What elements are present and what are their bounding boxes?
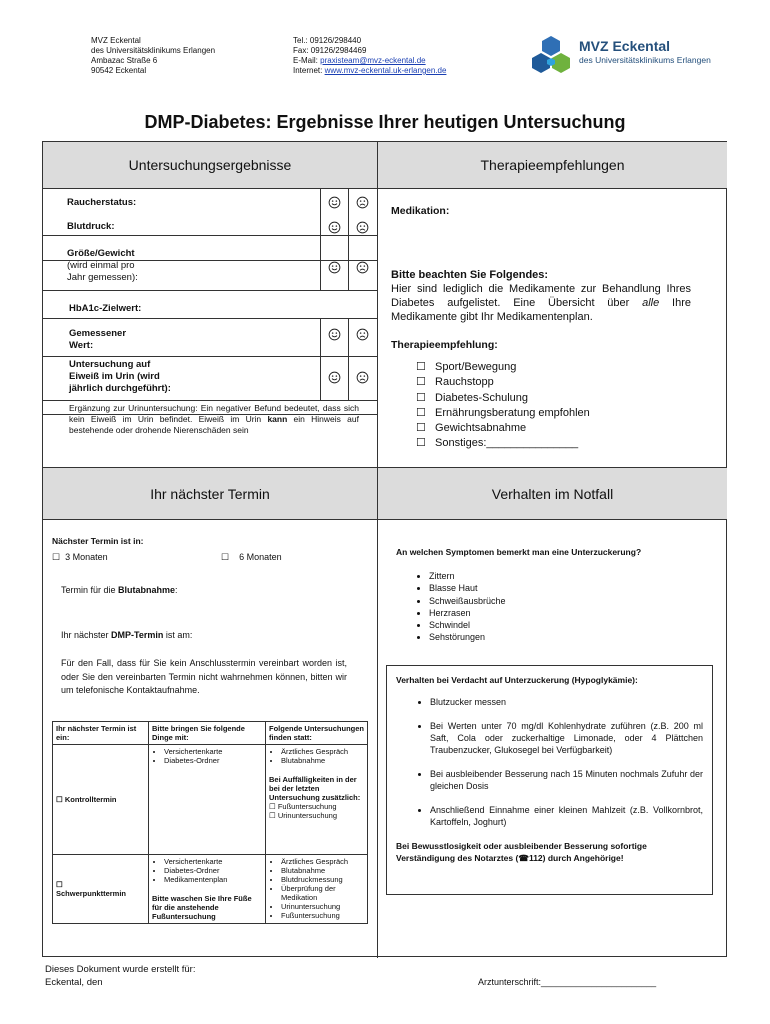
appointment-table bbox=[52, 721, 368, 924]
smiley-happy-icon[interactable] bbox=[328, 221, 341, 234]
option-label: Diabetes-Schulung bbox=[435, 391, 528, 404]
row-line bbox=[43, 356, 377, 357]
list-item: • Urinuntersuchung bbox=[281, 902, 364, 911]
signature-line: Arztunterschrift:_______________________ bbox=[478, 977, 657, 987]
checkbox-icon[interactable]: ☐ bbox=[52, 552, 61, 562]
wash-note: Bitte waschen Sie Ihre Füße für die anstehende Fußuntersuchung bbox=[152, 894, 252, 921]
text-part: Termin für die bbox=[61, 585, 119, 595]
place-date: Eckental, den bbox=[45, 977, 103, 988]
table-header: Ihr nächster Termin ist ein: bbox=[53, 722, 149, 745]
smiley-happy-icon[interactable] bbox=[328, 196, 341, 209]
steps-list bbox=[396, 696, 703, 828]
option-weight[interactable] bbox=[416, 421, 590, 436]
internet-line bbox=[293, 66, 446, 76]
list-item: • Versichertenkarte bbox=[164, 857, 262, 866]
medication-label: Medikation: bbox=[391, 205, 450, 217]
text-part: ) durch Angehörige! bbox=[542, 853, 624, 863]
option-nutrition[interactable] bbox=[416, 406, 590, 421]
checkbox-icon[interactable]: ☐ bbox=[56, 880, 63, 889]
tel: Tel.: 09126/298440 bbox=[293, 36, 362, 45]
size-sub: (wird einmal pro bbox=[67, 260, 135, 271]
smiley-happy-icon[interactable] bbox=[328, 371, 341, 384]
option-other[interactable] bbox=[416, 436, 590, 451]
text-part: Ihr nächster bbox=[61, 630, 112, 640]
urine-label bbox=[69, 359, 171, 395]
list-item: • Diabetes-Ordner bbox=[164, 866, 262, 875]
checkbox-icon[interactable]: ☐ bbox=[416, 422, 426, 435]
list-item: • Überprüfung der Medikation bbox=[281, 884, 364, 902]
list-item: • Bei ausbleibender Besserung nach 15 Minuten nochmals Zufuhr der gleichen Dosis bbox=[430, 768, 703, 792]
phone-number: 112 bbox=[528, 853, 543, 863]
fax: Fax: 09126/2984469 bbox=[293, 46, 367, 55]
emergency-call bbox=[396, 840, 703, 864]
list-item: • Versichertenkarte bbox=[164, 747, 262, 756]
option-smoking[interactable] bbox=[416, 375, 590, 390]
list-item: • Blutabnahme bbox=[281, 866, 364, 875]
checkbox-icon[interactable]: ☐ bbox=[416, 391, 426, 404]
size-title: Größe/Gewicht bbox=[67, 248, 135, 259]
option-label: Sonstiges:_______________ bbox=[435, 437, 579, 450]
note-text: ein Hinweis auf bestehende oder drohende Nierenschäden sein bbox=[69, 414, 359, 435]
size-label bbox=[67, 248, 138, 284]
therapy-options bbox=[416, 360, 590, 452]
extra-title: Bei Auffälligkeiten in der bei der letzten Untersuchung zusätzlich: bbox=[269, 775, 361, 802]
logo-subtitle: des Universitätsklinikums Erlangen bbox=[579, 55, 711, 65]
box-title: Verhalten bei Verdacht auf Unterzuckerung (Hypoglykämie): bbox=[396, 675, 638, 685]
extra-label: Fußuntersuchung bbox=[277, 802, 337, 811]
extra-item[interactable]: ☐ Fußuntersuchung bbox=[269, 802, 337, 811]
attention-box bbox=[391, 268, 691, 324]
list-item: • Blutabnahme bbox=[281, 756, 364, 765]
checkbox-icon[interactable]: ☐ bbox=[416, 361, 426, 373]
row-line bbox=[43, 318, 377, 319]
text-part: : bbox=[175, 585, 178, 595]
list-item: • Ärztliches Gespräch bbox=[281, 747, 364, 756]
table-header: Bitte bringen Sie folgende Dinge mit: bbox=[149, 722, 266, 745]
section-therapy-header: Therapieempfehlungen bbox=[378, 142, 727, 189]
mvz-logo bbox=[527, 36, 742, 78]
section-emergency-header: Verhalten im Notfall bbox=[378, 467, 727, 520]
list-item: • Fußuntersuchung bbox=[281, 911, 364, 920]
option-label: Gewichtsabnahme bbox=[435, 422, 527, 435]
dmp-appointment bbox=[61, 629, 192, 641]
smiley-sad-icon[interactable] bbox=[356, 221, 369, 234]
checkbox-icon[interactable]: ☐ bbox=[416, 376, 426, 389]
phone-icon: ☎ bbox=[518, 853, 529, 863]
note-text: Ergänzung zur Urinuntersuchung: Ein negativer Befund bedeutet, dass sich kein Eiweiß im Urin befindet. Eiweiß im Urin bbox=[69, 403, 359, 424]
urine-line: Eiweiß im Urin (wird bbox=[69, 371, 160, 382]
list-item: • Ärztliches Gespräch bbox=[281, 857, 364, 866]
checkbox-icon[interactable]: ☐ bbox=[56, 795, 63, 804]
smoker-label: Raucherstatus: bbox=[67, 197, 137, 208]
row-line bbox=[43, 290, 377, 291]
internet-link[interactable]: www.mvz-eckental.uk-erlangen.de bbox=[324, 66, 447, 75]
section-next-header: Ihr nächster Termin bbox=[43, 467, 377, 520]
next-option-3[interactable] bbox=[52, 551, 108, 563]
exam-cell bbox=[266, 855, 368, 924]
option-label: 3 Monaten bbox=[65, 552, 108, 562]
header-address bbox=[91, 36, 215, 76]
page-title: DMP-Diabetes: Ergebnisse Ihrer heutigen Untersuchung bbox=[144, 112, 626, 132]
urine-line: jährlich durchgeführt): bbox=[69, 383, 171, 394]
list-item: • Schwindel bbox=[429, 619, 506, 631]
list-item: • Anschließend Einnahme einer kleinen Mahlzeit (z.B. Vollkornbrot, Kartoffeln, Joghurt) bbox=[430, 804, 703, 828]
list-item: • Medikamentenplan bbox=[164, 875, 262, 884]
row-label: Schwerpunkttermin bbox=[56, 889, 127, 898]
checkbox-icon[interactable]: ☐ bbox=[221, 552, 230, 562]
list-item: • Diabetes-Ordner bbox=[164, 756, 262, 765]
internet-label: Internet: bbox=[293, 66, 325, 75]
bring-cell bbox=[149, 745, 266, 855]
option-label: 6 Monaten bbox=[239, 552, 282, 562]
text-part: Bei Bewusstlosigkeit oder ausbleibender Besserung sofortige Verständigung des Notarztes ( bbox=[396, 841, 647, 863]
address-line: des Universitätsklinikums Erlangen bbox=[91, 46, 216, 55]
email-label: E-Mail: bbox=[293, 56, 321, 65]
attention-italic: alle bbox=[642, 297, 660, 309]
extra-label: Urinuntersuchung bbox=[277, 811, 338, 820]
table-row bbox=[53, 855, 368, 924]
text-bold: Blutabnahme bbox=[118, 585, 176, 595]
logo-name: MVZ Eckental bbox=[579, 38, 671, 54]
attention-part: Ihre Medikamente gibt Ihr Medikamentenplan. bbox=[391, 297, 692, 323]
option-label: Rauchstopp bbox=[435, 376, 494, 389]
next-option-6[interactable] bbox=[221, 551, 282, 563]
table-row bbox=[53, 745, 368, 855]
size-sub: Jahr gemessen): bbox=[67, 272, 138, 283]
section-results-header: Untersuchungsergebnisse bbox=[43, 142, 377, 189]
next-heading: Nächster Termin ist in: bbox=[52, 536, 144, 546]
address-line: Ambazac Straße 6 bbox=[91, 56, 158, 65]
face-col-line bbox=[320, 189, 321, 290]
header-contact bbox=[293, 36, 446, 76]
email-line bbox=[293, 56, 446, 66]
row-label-control[interactable] bbox=[53, 745, 149, 855]
urine-line: Untersuchung auf bbox=[69, 359, 151, 370]
option-sport[interactable] bbox=[416, 360, 590, 375]
hba1c-label: HbA1c-Zielwert: bbox=[69, 303, 142, 314]
row-line bbox=[43, 235, 377, 236]
hypoglycemia-box bbox=[386, 665, 713, 895]
option-label: Sport/Bewegung bbox=[435, 361, 517, 373]
address-line: 90542 Eckental bbox=[91, 66, 147, 75]
note-bold: kann bbox=[267, 414, 288, 424]
text-bold: DMP-Termin bbox=[111, 630, 164, 640]
row-label-focus[interactable] bbox=[53, 855, 149, 924]
extra-item[interactable]: ☐ Urinuntersuchung bbox=[269, 811, 338, 820]
symptom-question: An welchen Symptomen bemerkt man eine Unterzuckerung? bbox=[396, 547, 642, 557]
list-item: • Blutdruckmessung bbox=[281, 875, 364, 884]
main-frame bbox=[42, 141, 727, 957]
email-link[interactable]: praxisteam@mvz-eckental.de bbox=[320, 56, 426, 65]
option-label: Ernährungsberatung empfohlen bbox=[435, 406, 590, 419]
blood-appointment bbox=[61, 584, 178, 596]
table-header: Folgende Untersuchungen finden statt: bbox=[266, 722, 368, 745]
checkbox-icon[interactable]: ☐ bbox=[416, 406, 426, 419]
attention-part: Hier sind lediglich die Medikamente zur Behandlung Ihres Diabetes aufgelistet. Eine Übersicht über bbox=[391, 283, 691, 309]
logo-hexagons-icon bbox=[527, 36, 575, 78]
bring-cell bbox=[149, 855, 266, 924]
list-item: • Herzrasen bbox=[429, 607, 506, 619]
created-for: Dieses Dokument wurde erstellt für: bbox=[45, 964, 196, 975]
row-line bbox=[43, 400, 377, 401]
measured-line: Gemessener bbox=[69, 328, 127, 339]
footer-created bbox=[45, 963, 195, 989]
measured-line: Wert: bbox=[69, 340, 94, 351]
text-part: ist am: bbox=[163, 630, 193, 640]
list-item: • Zittern bbox=[429, 570, 506, 582]
center-divider bbox=[377, 142, 378, 958]
symptom-list bbox=[429, 570, 506, 644]
option-training[interactable] bbox=[416, 391, 590, 406]
exam-cell bbox=[266, 745, 368, 855]
urine-note bbox=[69, 403, 359, 436]
list-item: • Schweißausbrüche bbox=[429, 595, 506, 607]
list-item: • Bei Werten unter 70 mg/dl Kohlenhydrate zuführen (z.B. 200 ml Saft, Cola oder zuckerhaltige Limonade, oder 4 Plättchen Traubenzucker, Glukosegel bei Verfügbarkeit) bbox=[430, 720, 703, 756]
table-row bbox=[53, 722, 368, 745]
face-col-line bbox=[320, 318, 321, 400]
bp-label: Blutdruck: bbox=[67, 221, 115, 232]
smiley-sad-icon[interactable] bbox=[356, 196, 369, 209]
contact-note: Für den Fall, dass für Sie kein Anschlusstermin vereinbart worden ist, oder Sie den vereinbarten Termin nicht wahrnehmen können, bitten wir um telefonische Kontaktaufnahme. bbox=[61, 658, 347, 695]
face-col-line bbox=[348, 318, 349, 400]
address-line: MVZ Eckental bbox=[91, 36, 141, 45]
measured-label bbox=[69, 328, 126, 352]
attention-title: Bitte beachten Sie Folgendes: bbox=[391, 269, 549, 281]
row-label: Kontrolltermin bbox=[64, 795, 117, 804]
smiley-happy-icon[interactable] bbox=[328, 328, 341, 341]
smiley-sad-icon[interactable] bbox=[356, 328, 369, 341]
list-item: • Sehstörungen bbox=[429, 631, 506, 643]
list-item: • Blasse Haut bbox=[429, 582, 506, 594]
smiley-sad-icon[interactable] bbox=[356, 371, 369, 384]
smiley-happy-icon[interactable] bbox=[328, 261, 341, 274]
recommendation-label: Therapieempfehlung: bbox=[391, 339, 498, 351]
checkbox-icon[interactable]: ☐ bbox=[416, 437, 426, 450]
smiley-sad-icon[interactable] bbox=[356, 261, 369, 274]
attention-text bbox=[391, 282, 691, 324]
face-col-line bbox=[348, 189, 349, 290]
list-item: • Blutzucker messen bbox=[430, 696, 703, 708]
